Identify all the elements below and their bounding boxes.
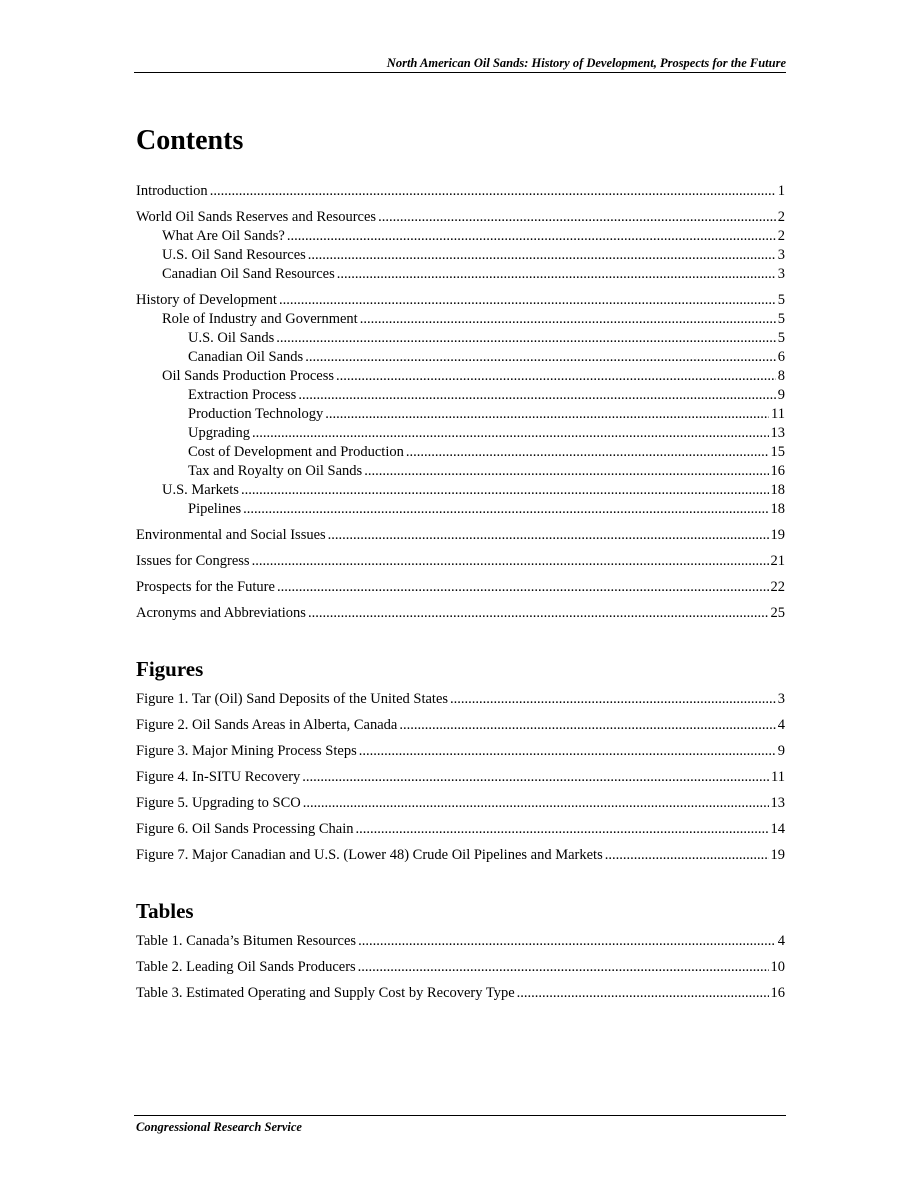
footer-rule <box>134 1115 786 1116</box>
figure-entry-7[interactable] <box>136 846 785 865</box>
dot-leader <box>302 768 769 787</box>
tables-section <box>136 897 785 1003</box>
toc-entry-title: U.S. Oil Sands <box>188 330 275 346</box>
toc-entry-page: 3 <box>777 266 785 282</box>
toc-entry-title: Pipelines <box>188 501 242 517</box>
figure-entry-5[interactable] <box>136 794 785 813</box>
toc-entry-us-oil-sands[interactable] <box>136 329 785 348</box>
toc-entry-page: 13 <box>770 425 785 441</box>
figure-entry-page: 14 <box>770 821 785 837</box>
toc-entry-page: 18 <box>770 482 785 498</box>
dot-leader <box>287 227 776 246</box>
toc-entry-tax-and-royalty[interactable] <box>136 462 785 481</box>
dot-leader <box>336 367 776 386</box>
toc-entry-history-of-development[interactable] <box>136 291 785 310</box>
toc-entry-production-process[interactable] <box>136 367 785 386</box>
toc-entry-acronyms[interactable] <box>136 604 785 623</box>
tables-title: Tables <box>136 899 194 923</box>
figures-list <box>136 690 785 865</box>
toc-entry-production-technology[interactable] <box>136 405 785 424</box>
toc-entry-us-markets[interactable] <box>136 481 785 500</box>
table-entry-3[interactable] <box>136 984 785 1003</box>
toc-entry-issues-for-congress[interactable] <box>136 552 785 571</box>
dot-leader <box>279 291 776 310</box>
dot-leader <box>298 386 775 405</box>
figure-entry-2[interactable] <box>136 716 785 735</box>
figure-entry-6[interactable] <box>136 820 785 839</box>
dot-leader <box>337 265 776 284</box>
figure-entry-title: Figure 3. Major Mining Process Steps <box>136 743 357 759</box>
toc-entry-page: 19 <box>770 527 785 543</box>
figure-entry-1[interactable] <box>136 690 785 709</box>
running-header: North American Oil Sands: History of Development, Prospects for the Future <box>386 56 786 70</box>
toc-entry-title: What Are Oil Sands? <box>162 228 285 244</box>
figure-entry-title: Figure 5. Upgrading to SCO <box>136 795 301 811</box>
dot-leader <box>378 208 776 227</box>
header-rule <box>134 72 786 73</box>
dot-leader <box>276 329 776 348</box>
dot-leader <box>308 246 776 265</box>
toc-entry-page: 16 <box>770 463 785 479</box>
dot-leader <box>605 846 769 865</box>
dot-leader <box>325 405 769 424</box>
dot-leader <box>399 716 775 735</box>
contents-title: Contents <box>136 125 244 156</box>
toc-entry-page: 11 <box>771 406 785 422</box>
toc-entry-canadian-oil-sand-resources[interactable] <box>136 265 785 284</box>
figure-entry-page: 11 <box>771 769 785 785</box>
toc-entry-title: Cost of Development and Production <box>188 444 404 460</box>
toc-entry-introduction[interactable] <box>136 182 785 201</box>
table-entry-page: 16 <box>770 985 785 1001</box>
dot-leader <box>328 526 769 545</box>
toc-entry-title: Extraction Process <box>188 387 297 403</box>
dot-leader <box>356 820 769 839</box>
toc-entry-title: Canadian Oil Sand Resources <box>162 266 335 282</box>
toc-entry-role-of-industry[interactable] <box>136 310 785 329</box>
figures-section <box>136 655 785 865</box>
table-entry-title: Table 3. Estimated Operating and Supply Cost by Recovery Type <box>136 985 515 1001</box>
toc-entry-page: 5 <box>777 292 785 308</box>
toc-entry-page: 25 <box>770 605 785 621</box>
toc-entry-world-reserves[interactable] <box>136 208 785 227</box>
dot-leader <box>241 481 769 500</box>
dot-leader <box>303 794 769 813</box>
toc-entry-page: 2 <box>777 228 785 244</box>
dot-leader <box>210 182 776 201</box>
toc-entry-page: 8 <box>777 368 785 384</box>
toc-entry-page: 5 <box>777 311 785 327</box>
table-entry-page: 10 <box>770 959 785 975</box>
toc-entry-extraction-process[interactable] <box>136 386 785 405</box>
dot-leader <box>406 443 769 462</box>
toc-entry-page: 6 <box>777 349 785 365</box>
figure-entry-page: 19 <box>770 847 785 863</box>
toc-entry-title: History of Development <box>136 292 277 308</box>
dot-leader <box>517 984 769 1003</box>
toc-page <box>136 122 785 1003</box>
dot-leader <box>358 932 776 951</box>
figure-entry-3[interactable] <box>136 742 785 761</box>
figure-entry-title: Figure 4. In-SITU Recovery <box>136 769 301 785</box>
toc-entry-page: 5 <box>777 330 785 346</box>
toc-entry-title: World Oil Sands Reserves and Resources <box>136 209 377 225</box>
toc-entry-title: Acronyms and Abbreviations <box>136 605 306 621</box>
table-entry-title: Table 1. Canada’s Bitumen Resources <box>136 933 357 949</box>
dot-leader <box>252 552 769 571</box>
toc-entry-title: Tax and Royalty on Oil Sands <box>188 463 363 479</box>
toc-entry-title: U.S. Markets <box>162 482 239 498</box>
figure-entry-title: Figure 6. Oil Sands Processing Chain <box>136 821 354 837</box>
dot-leader <box>305 348 776 367</box>
toc-entry-title: Environmental and Social Issues <box>136 527 326 543</box>
figure-entry-4[interactable] <box>136 768 785 787</box>
toc-entry-title: Production Technology <box>188 406 324 422</box>
table-entry-2[interactable] <box>136 958 785 977</box>
toc-entry-prospects[interactable] <box>136 578 785 597</box>
tables-list <box>136 932 785 1003</box>
dot-leader <box>277 578 769 597</box>
table-entry-title: Table 2. Leading Oil Sands Producers <box>136 959 356 975</box>
toc-entry-title: Role of Industry and Government <box>162 311 358 327</box>
toc-entry-page: 15 <box>770 444 785 460</box>
toc-entry-title: Upgrading <box>188 425 251 441</box>
toc-entry-canadian-oil-sands[interactable] <box>136 348 785 367</box>
figure-entry-page: 13 <box>770 795 785 811</box>
toc-entry-page: 21 <box>770 553 785 569</box>
dot-leader <box>252 424 768 443</box>
page-footer: Congressional Research Service <box>136 1120 302 1134</box>
toc-entry-page: 9 <box>777 387 785 403</box>
dot-leader <box>364 462 768 481</box>
dot-leader <box>360 310 776 329</box>
toc-entry-page: 18 <box>770 501 785 517</box>
dot-leader <box>308 604 769 623</box>
toc-entry-title: Canadian Oil Sands <box>188 349 304 365</box>
toc-entry-page: 22 <box>770 579 785 595</box>
figures-title: Figures <box>136 657 204 681</box>
toc-entry-page: 2 <box>777 209 785 225</box>
toc-entry-page: 1 <box>777 183 785 199</box>
dot-leader <box>359 742 776 761</box>
toc-entry-environmental-issues[interactable] <box>136 526 785 545</box>
figure-entry-title: Figure 7. Major Canadian and U.S. (Lower 48) Crude Oil Pipelines and Markets <box>136 847 603 863</box>
toc-entry-what-are-oil-sands[interactable] <box>136 227 785 246</box>
table-entry-1[interactable] <box>136 932 785 951</box>
toc-entry-pipelines[interactable] <box>136 500 785 519</box>
dot-leader <box>358 958 769 977</box>
contents-list <box>136 182 785 623</box>
toc-entry-title: Prospects for the Future <box>136 579 275 595</box>
toc-entry-us-oil-sand-resources[interactable] <box>136 246 785 265</box>
figure-entry-title: Figure 2. Oil Sands Areas in Alberta, Canada <box>136 717 398 733</box>
dot-leader <box>450 690 776 709</box>
toc-entry-title: Introduction <box>136 183 208 199</box>
dot-leader <box>243 500 768 519</box>
toc-entry-page: 3 <box>777 247 785 263</box>
figure-entry-page: 3 <box>777 691 785 707</box>
toc-entry-title: Oil Sands Production Process <box>162 368 334 384</box>
toc-entry-cost-of-development[interactable] <box>136 443 785 462</box>
toc-entry-upgrading[interactable] <box>136 424 785 443</box>
figure-entry-page: 9 <box>777 743 785 759</box>
toc-entry-title: Issues for Congress <box>136 553 250 569</box>
figure-entry-page: 4 <box>777 717 785 733</box>
figure-entry-title: Figure 1. Tar (Oil) Sand Deposits of the United States <box>136 691 449 707</box>
table-entry-page: 4 <box>777 933 785 949</box>
toc-entry-title: U.S. Oil Sand Resources <box>162 247 306 263</box>
